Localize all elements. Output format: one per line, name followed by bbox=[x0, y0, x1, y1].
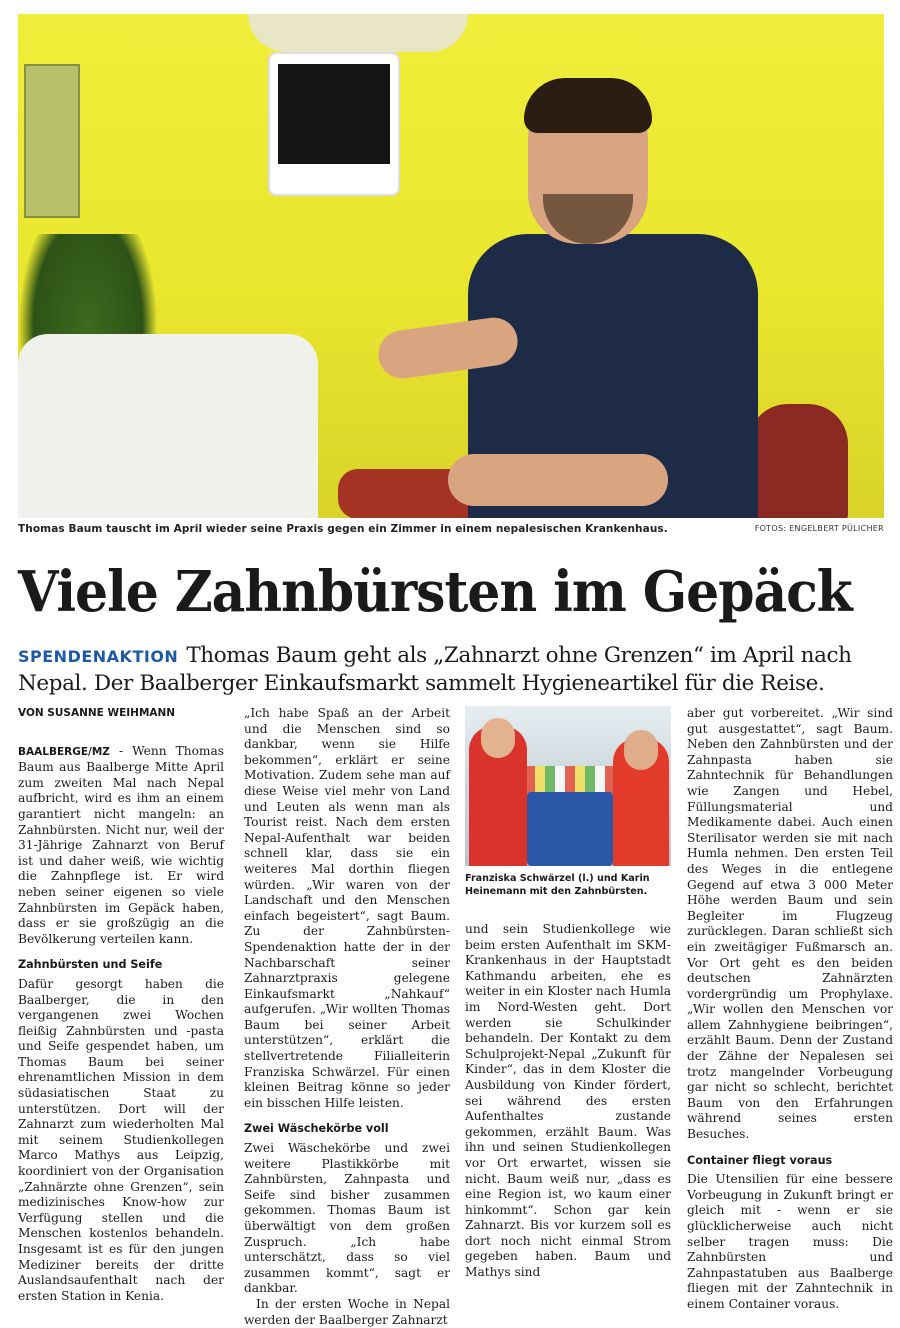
col3-paragraph-1: und sein Studienkollege wie beim ersten Aufenthalt im SKM-Krankenhaus in der Hauptstadt Kathmandu arbeiten, ehe es weiter in ein Kloster nach Humla im Nord-Westen geht. Dort werden sie Schulkinder behandeln. Der Kontakt zu dem Schulprojekt-Nepal „Zukunft für Kinder“, das in dem Kloster die Ausbildung von Kinder fördert, sei während des ersten Aufenthaltes zustande gekommen, erzählt Baum. Was ihn und seinen Studienkollegen vor Ort erwartet, wissen sie nicht. Baum weiß nur, „dass es eine Region ist, wo kaum einer hinkommt“. Schon gar kein Zahnarzt. Bis vor kurzem soll es dort noch nicht einmal Strom gegeben haben. Baum und Mathys sind bbox=[465, 922, 671, 1280]
col2-paragraph-1: „Ich habe Spaß an der Arbeit und die Menschen sind so dankbar, wenn sie Hilfe bekommen“, erklärt er seine Motivation. Zudem sehe man auf diese Weise viel mehr von Land und Leuten als wenn man als Tourist reist. Nach dem ersten Nepal-Aufenthalt war beiden schnell klar, dass sie ein weiteres Mal dorthin fliegen würden. „Wir waren von der Landschaft und den Menschen einfach begeistert“, sagt Baum. Zu der Zahnbürsten-Spendenaktion hatte der in der Nachbarschaft seiner Zahnarztpraxis gelegene Einkaufsmarkt „Nahkauf“ aufgerufen. „Wir wollten Thomas Baum bei seiner Arbeit unterstützen“, erklärt die stellvertretende Filialleiterin Franziska Schwärzel. Für einen kleinen Beitrag könne so jeder ein bisschen Hilfe leisten. bbox=[244, 706, 450, 1110]
monitor bbox=[270, 54, 398, 194]
wall-cabinet bbox=[24, 64, 80, 218]
column-4 bbox=[687, 706, 893, 1313]
subline-text: Thomas Baum geht als „Zahnarzt ohne Grenzen“ im April nach Nepal. Der Baalberger Einkaufsmarkt sammelt Hygieneartikel für die Reise. bbox=[18, 643, 852, 696]
dateline: BAALBERGE/MZ bbox=[18, 745, 110, 758]
col1-paragraph-2: Dafür gesorgt haben die Baalberger, die in den vergangenen zwei Wochen fleißig Zahnbürsten und -pasta und Seife gespendet haben, um Thomas Baum bei seiner ehrenamtlichen Mission in dem südasiatischen Staat zu unterstützen. Dort will der Zahnarzt zum wiederholten Mal mit seinem Studienkollegen Marco Mathys aus Leipzig, koordiniert von der Organisation „Zahnärzte ohne Grenzen“, sein medizinisches Know-how zur Verfügung stellen und die Menschen kostenlos behandeln. Insgesamt ist es für den jungen Mediziner bereits der dritte Auslandsaufenthalt nach der ersten Station in Kenia. bbox=[18, 976, 224, 1303]
basket bbox=[527, 792, 613, 866]
main-photo-caption: Thomas Baum tauscht im April wieder seine Praxis gegen ein Zimmer in einem nepalesischen Krankenhaus. bbox=[18, 523, 668, 535]
col2-paragraph-2: Zwei Wäschekörbe und zwei weitere Plastikkörbe mit Zahnbürsten, Zahnpasta und Seife sind bisher zusammen gekommen. Thomas Baum ist überwältigt von dem großen Zuspruch. „Ich habe unterschätzt, dass so viel zusammen kommt“, sagt er dankbar. bbox=[244, 1141, 450, 1296]
main-photo-caption-row bbox=[18, 523, 884, 537]
subheading-1: Zahnbürsten und Seife bbox=[18, 958, 163, 972]
column-3 bbox=[465, 922, 671, 1281]
dentist-hair bbox=[524, 78, 652, 133]
dentist-forearm bbox=[448, 454, 668, 506]
col4-paragraph-2: Die Utensilien für eine bessere Vorbeugung in Zukunft bringt er gleich mit - wenn er sie glücklicherweise auch nicht selber tragen muss: Die Zahnbürsten und Zahnpastatuben aus Baalberge fliegen mit der Zahntechnik in einem Container voraus. bbox=[687, 1172, 893, 1311]
person-right bbox=[613, 738, 669, 866]
subline bbox=[18, 642, 884, 697]
column-2 bbox=[244, 706, 450, 1328]
subheading-2: Zwei Wäschekörbe voll bbox=[244, 1122, 389, 1136]
main-photo bbox=[18, 14, 884, 518]
person-left bbox=[469, 726, 527, 866]
subheading-3: Container fliegt voraus bbox=[687, 1153, 833, 1167]
column-1 bbox=[18, 706, 224, 1304]
photo-credit: FOTOS: ENGELBERT PÜLICHER bbox=[754, 524, 884, 533]
kicker: SPENDENAKTION bbox=[18, 647, 179, 666]
col1-text-1: - Wenn Thomas Baum aus Baalberge Mitte April zum zweiten Mal nach Nepal aufbricht, wird es ihm an einem garantiert nicht mangeln: an Zahnbürsten. Nicht nur, weil der 31-Jährige Zahnarzt von Beruf ist und daher weiß, wie wichtig die Zahnpflege ist. Er wird neben seiner eigenen so viele Zahnbürsten im Gepäck haben, dass er sie großzügig an die Bevölkerung verteilen kann. bbox=[18, 743, 224, 946]
dental-chair bbox=[748, 404, 848, 518]
col2-paragraph-3: In der ersten Woche in Nepal werden der Baalberger Zahnarzt bbox=[244, 1296, 450, 1327]
headline: Viele Zahnbürsten im Gepäck bbox=[18, 559, 852, 625]
byline: VON SUSANNE WEIHMANN bbox=[18, 707, 176, 719]
dental-lamp bbox=[248, 14, 468, 52]
secondary-photo-caption: Franziska Schwärzel (l.) und Karin Heinemann mit den Zahnbürsten. bbox=[465, 873, 650, 897]
dental-unit bbox=[18, 334, 318, 518]
secondary-photo bbox=[465, 706, 671, 866]
col1-paragraph-1 bbox=[18, 744, 224, 948]
dentist-figure bbox=[458, 74, 758, 518]
col4-paragraph-1: aber gut vorbereitet. „Wir sind gut ausgestattet“, sagt Baum. Neben den Zahnbürsten und der Zahnpasta haben sie Zahntechnik für Behandlungen wie Zangen und Hebel, Füllungsmaterial und Medikamente dabei. Auch einen Sterilisator werden sie mit nach Humla nehmen. Den ersten Teil des Weges in die entlegene Gegend auf etwa 3 000 Meter Höhe werden Baum und sein Begleiter im Flugzeug zurücklegen. Daran schließt sich ein zweitägiger Fußmarsch an. Vor Ort geht es den beiden deutschen Zahnärzten vordergründig um Prophylaxe. „Wir wollen den Menschen vor allem Zahnhygiene beibringen“, erzählt Baum. Denn der Zustand der Zähne der Nepalesen sei trotz mangelnder Vorbeugung gar nicht so schlecht, berichtet Baum von den Erfahrungen während seines ersten Besuches. bbox=[687, 706, 893, 1142]
